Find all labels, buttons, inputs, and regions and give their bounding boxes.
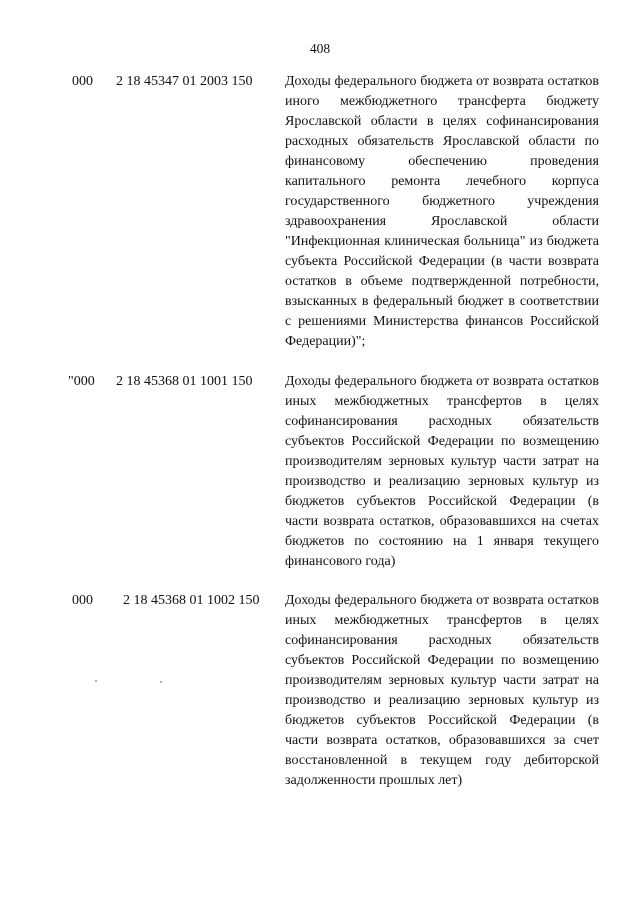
- page-number: 408: [309, 41, 331, 56]
- kbk-code: 2 18 45347 01 2003 150: [116, 74, 253, 89]
- kbk-code: 2 18 45368 01 1002 150: [123, 593, 260, 608]
- admin-code: 000: [72, 593, 93, 608]
- scan-speck: [160, 681, 162, 683]
- income-description: Доходы федерального бюджета от возврата остатков иного межбюджетного трансферта бюджету Ярославской области в целях софинансирования расходных обязательств Ярославской области по финансовому обеспечению проведения капитального ремонта лечебного корпуса государственного бюджетного учреждения здравоохранения Ярославской области "Инфекционная клиническая больница" из бюджета субъекта Российской Федерации (в части возврата остатков в объеме подтвержденной потребности, взысканных в федеральный бюджет в соответствии с решениями Министерства финансов Российской Федерации)";: [285, 74, 599, 349]
- kbk-code: 2 18 45368 01 1001 150: [116, 374, 253, 389]
- income-description: Доходы федерального бюджета от возврата остатков иных межбюджетных трансфертов в целях софинансирования расходных обязательств субъектов Российской Федерации по возмещению производителям зерновых культур части затрат на производство и реализацию зерновых культур из бюджетов субъектов Российской Федерации (в части возврата остатков, образовавшихся за счет восстановленной в текущем году дебиторской задолженности прошлых лет): [285, 593, 599, 788]
- income-description: Доходы федерального бюджета от возврата остатков иных межбюджетных трансфертов в целях софинансирования расходных обязательств субъектов Российской Федерации по возмещению производителям зерновых культур части затрат на производство и реализацию зерновых культур из бюджетов субъектов Российской Федерации (в части возврата остатков, образовавшихся на счетах бюджетов по состоянию на 1 января текущего финансового года): [285, 374, 599, 569]
- scan-speck: [95, 680, 97, 682]
- admin-code: 000: [72, 74, 93, 89]
- admin-code: "000: [68, 374, 95, 389]
